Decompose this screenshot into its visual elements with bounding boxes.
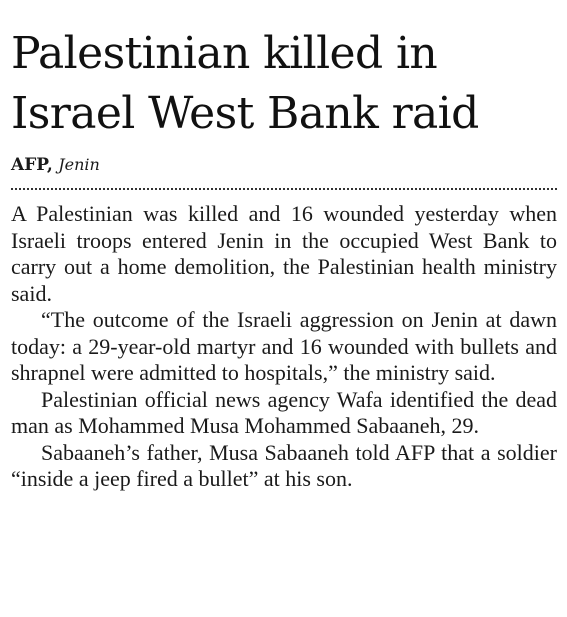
dotted-divider bbox=[11, 188, 557, 190]
byline-agency: AFP, bbox=[11, 155, 53, 175]
byline-dateline: Jenin bbox=[58, 155, 100, 174]
paragraph-1: A Palestinian was killed and 16 wounded yesterday when Israeli troops entered Jenin in the occupied West Bank to carry out a home demolition, the Palestinian health ministry said. bbox=[11, 201, 557, 306]
article-body bbox=[11, 201, 557, 493]
paragraph-3: Palestinian official news agency Wafa identified the dead man as Mohammed Musa Mohammed Sabaaneh, 29. bbox=[11, 386, 557, 438]
headline: Palestinian killed in Israel West Bank raid bbox=[11, 28, 479, 139]
byline bbox=[11, 154, 557, 176]
paragraph-4: Sabaaneh’s father, Musa Sabaaneh told AFP that a soldier “inside a jeep fired a bullet” at his son. bbox=[11, 439, 557, 491]
news-article bbox=[11, 24, 557, 493]
paragraph-2: “The outcome of the Israeli aggression on Jenin at dawn today: a 29-year-old martyr and 16 wounded with bullets and shrapnel were admitted to hospitals,” the ministry said. bbox=[11, 307, 557, 385]
